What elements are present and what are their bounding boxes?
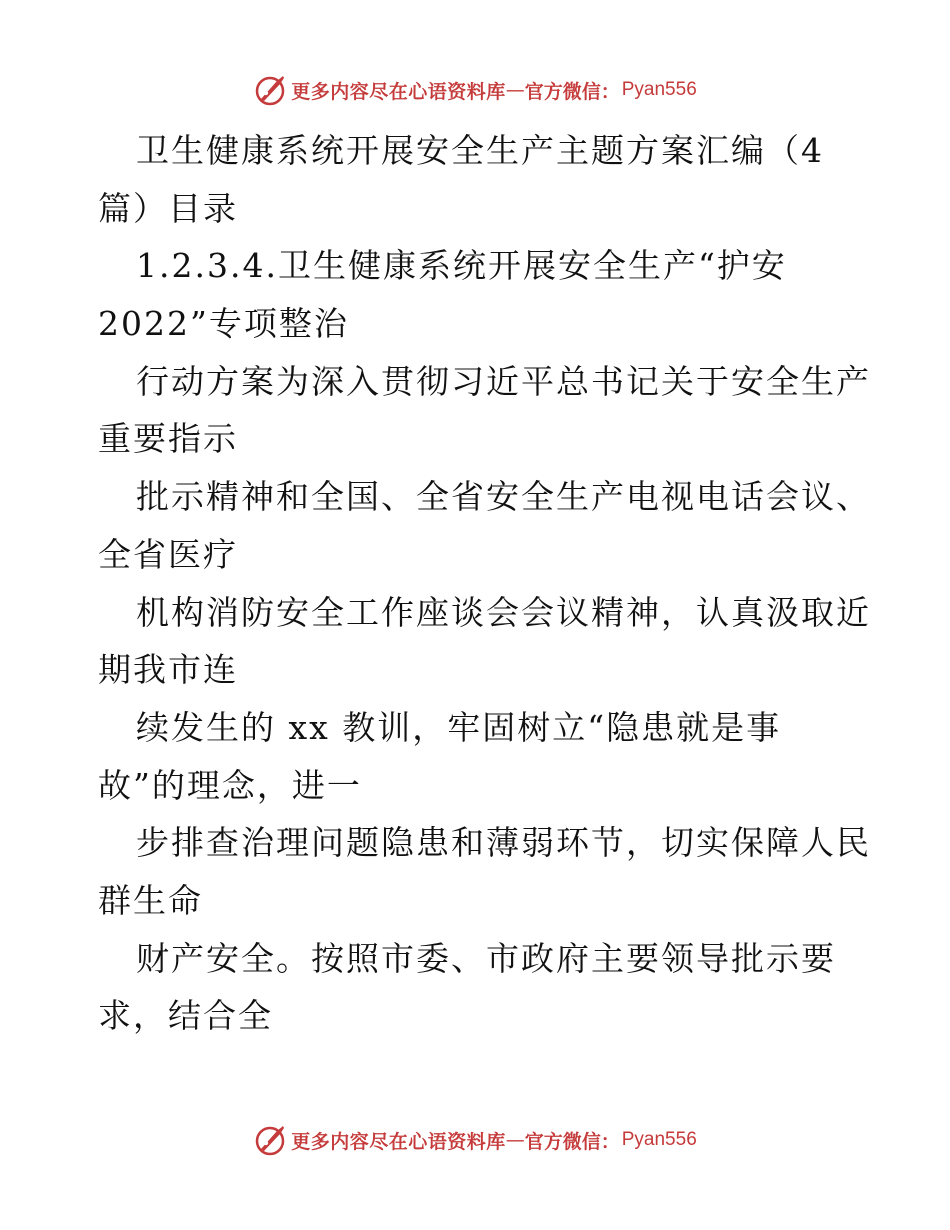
watermark-wechat-label: 官方微信： <box>524 80 620 103</box>
watermark-main-text: 更多内容尽在心语资料库 <box>291 1130 506 1153</box>
footer-watermark <box>0 1120 950 1160</box>
header-watermark <box>0 70 950 110</box>
document-line: 篇）目录 <box>98 188 238 228</box>
watermark-wechat-id: Pyan556 <box>621 1129 697 1150</box>
watermark-wechat-label: 官方微信： <box>524 1130 620 1153</box>
document-line: 期我市连 <box>98 650 238 690</box>
watermark-dash: — <box>505 79 525 101</box>
watermark-wechat-id: Pyan556 <box>621 79 697 100</box>
document-line: 行动方案为深入贯彻习近平总书记关于安全生产 <box>136 361 871 401</box>
document-line: 机构消防安全工作座谈会会议精神，认真汲取近 <box>136 592 871 632</box>
watermark-dash: — <box>505 1129 525 1151</box>
document-line: 批示精神和全国、全省安全生产电视电话会议、 <box>136 477 871 517</box>
document-line: 全省医疗 <box>98 534 238 574</box>
document-line: 财产安全。按照市委、市政府主要领导批示要 <box>136 938 836 978</box>
quill-pen-logo-icon <box>253 1123 287 1157</box>
document-line: 2022”专项整治 <box>98 304 349 344</box>
watermark-main-text: 更多内容尽在心语资料库 <box>291 80 506 103</box>
document-line: 故”的理念，进一 <box>98 765 362 805</box>
document-line: 卫生健康系统开展安全生产主题方案汇编（4 <box>136 131 824 170</box>
document-line: 步排查治理问题隐患和薄弱环节，切实保障人民 <box>136 823 871 863</box>
document-line: 1.2.3.4.卫生健康系统开展安全生产“护安 <box>136 246 787 286</box>
quill-pen-logo-icon <box>253 73 287 107</box>
document-body <box>98 122 871 1045</box>
document-line: 求，结合全 <box>98 996 273 1036</box>
document-line: 续发生的 xx 教训，牢固树立“隐患就是事 <box>136 707 782 747</box>
document-line: 群生命 <box>98 880 203 920</box>
document-line: 重要指示 <box>98 419 238 459</box>
